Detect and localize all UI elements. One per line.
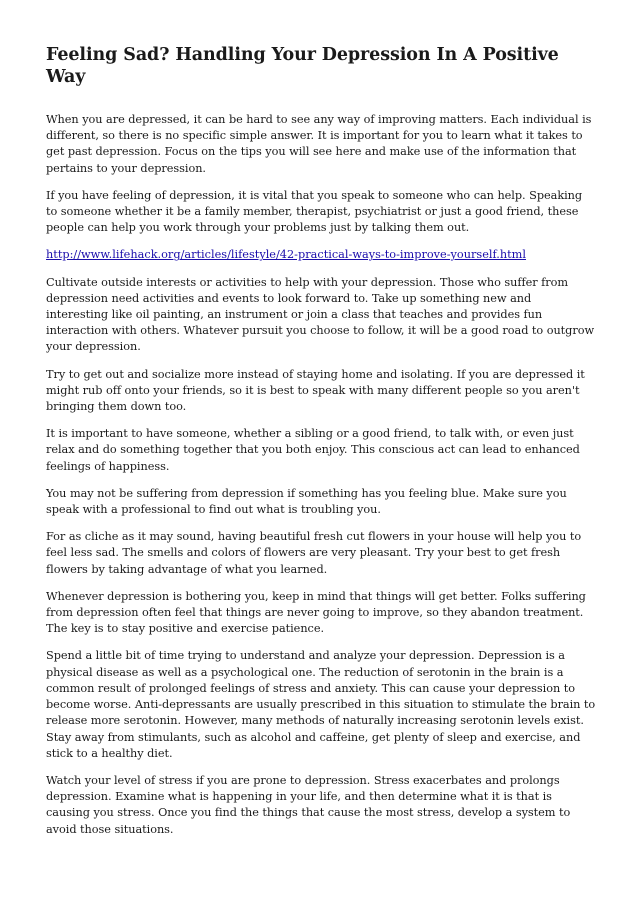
paragraph-outside-interests: Cultivate outside interests or activities to help with your depression. Those who suffer from depression need activities and events to look forward to. Take up something new and interesting like oil painting, an instrument or join a class that teaches and provides fun interaction with others. Whatever pursuit you choose to follow, it will be a good road to outgrow your depression. bbox=[46, 275, 595, 354]
paragraph-things-get-better: Whenever depression is bothering you, keep in mind that things will get better. Folks suffering from depression often feel that things are never going to improve, so they abandon treatment. The key is to stay positive and exercise patience. bbox=[46, 589, 586, 636]
document-title: Feeling Sad? Handling Your Depression In A Positive Way bbox=[46, 45, 559, 87]
paragraph-flowers: For as cliche as it may sound, having beautiful fresh cut flowers in your house will help you to feel less sad. The smells and colors of flowers are very pleasant. Try your best to get fresh flowers by taking advantage of what you learned. bbox=[46, 530, 582, 576]
paragraph-intro: When you are depressed, it can be hard to see any way of improving matters. Each individual is different, so there is no specific simple answer. It is important for you to learn what it takes to get past depression. Focus on the tips you will see here and make use of the information that pertains to your depression. bbox=[46, 113, 592, 175]
paragraph-speak-to-someone: If you have feeling of depression, it is vital that you speak to someone who can help. Speaking to someone whether it be a family member, therapist, psychiatrist or just a good friend, these people can help you work through your problems just by talking them out. bbox=[46, 188, 583, 235]
paragraph-analyze-depression: Spend a little bit of time trying to understand and analyze your depression. Depression is a physical disease as well as a psychological one. The reduction of serotonin in the brain is a common result of prolonged feelings of stress and anxiety. This can cause your depression to become worse. Anti-depressants are usually prescribed in this situation to stimulate the brain to release more serotonin. However, many methods of naturally increasing serotonin levels exist. Stay away from stimulants, such as alcohol and caffeine, get plenty of sleep and exercise, and stick to a healthy diet. bbox=[46, 649, 596, 760]
paragraph-socialize: Try to get out and socialize more instead of staying home and isolating. If you are depressed it might rub off onto your friends, so it is best to speak with many different people so you aren't bringing them down too. bbox=[46, 367, 585, 414]
document-page bbox=[46, 44, 596, 849]
paragraph-professional: You may not be suffering from depression if something has you feeling blue. Make sure you speak with a professional to find out what is troubling you. bbox=[46, 486, 567, 517]
paragraph-stress: Watch your level of stress if you are prone to depression. Stress exacerbates and prolongs depression. Examine what is happening in your life, and then determine what it is that is causing you stress. Once you find the things that cause the most stress, develop a system to avoid those situations. bbox=[46, 773, 571, 836]
article-link[interactable]: http://www.lifehack.org/articles/lifestyle/42-practical-ways-to-improve-yourself.html bbox=[46, 248, 527, 262]
paragraph-have-someone: It is important to have someone, whether a sibling or a good friend, to talk with, or even just relax and do something together that you both enjoy. This conscious act can lead to enhanced feelings of happiness. bbox=[46, 427, 580, 473]
link-paragraph bbox=[46, 247, 596, 263]
